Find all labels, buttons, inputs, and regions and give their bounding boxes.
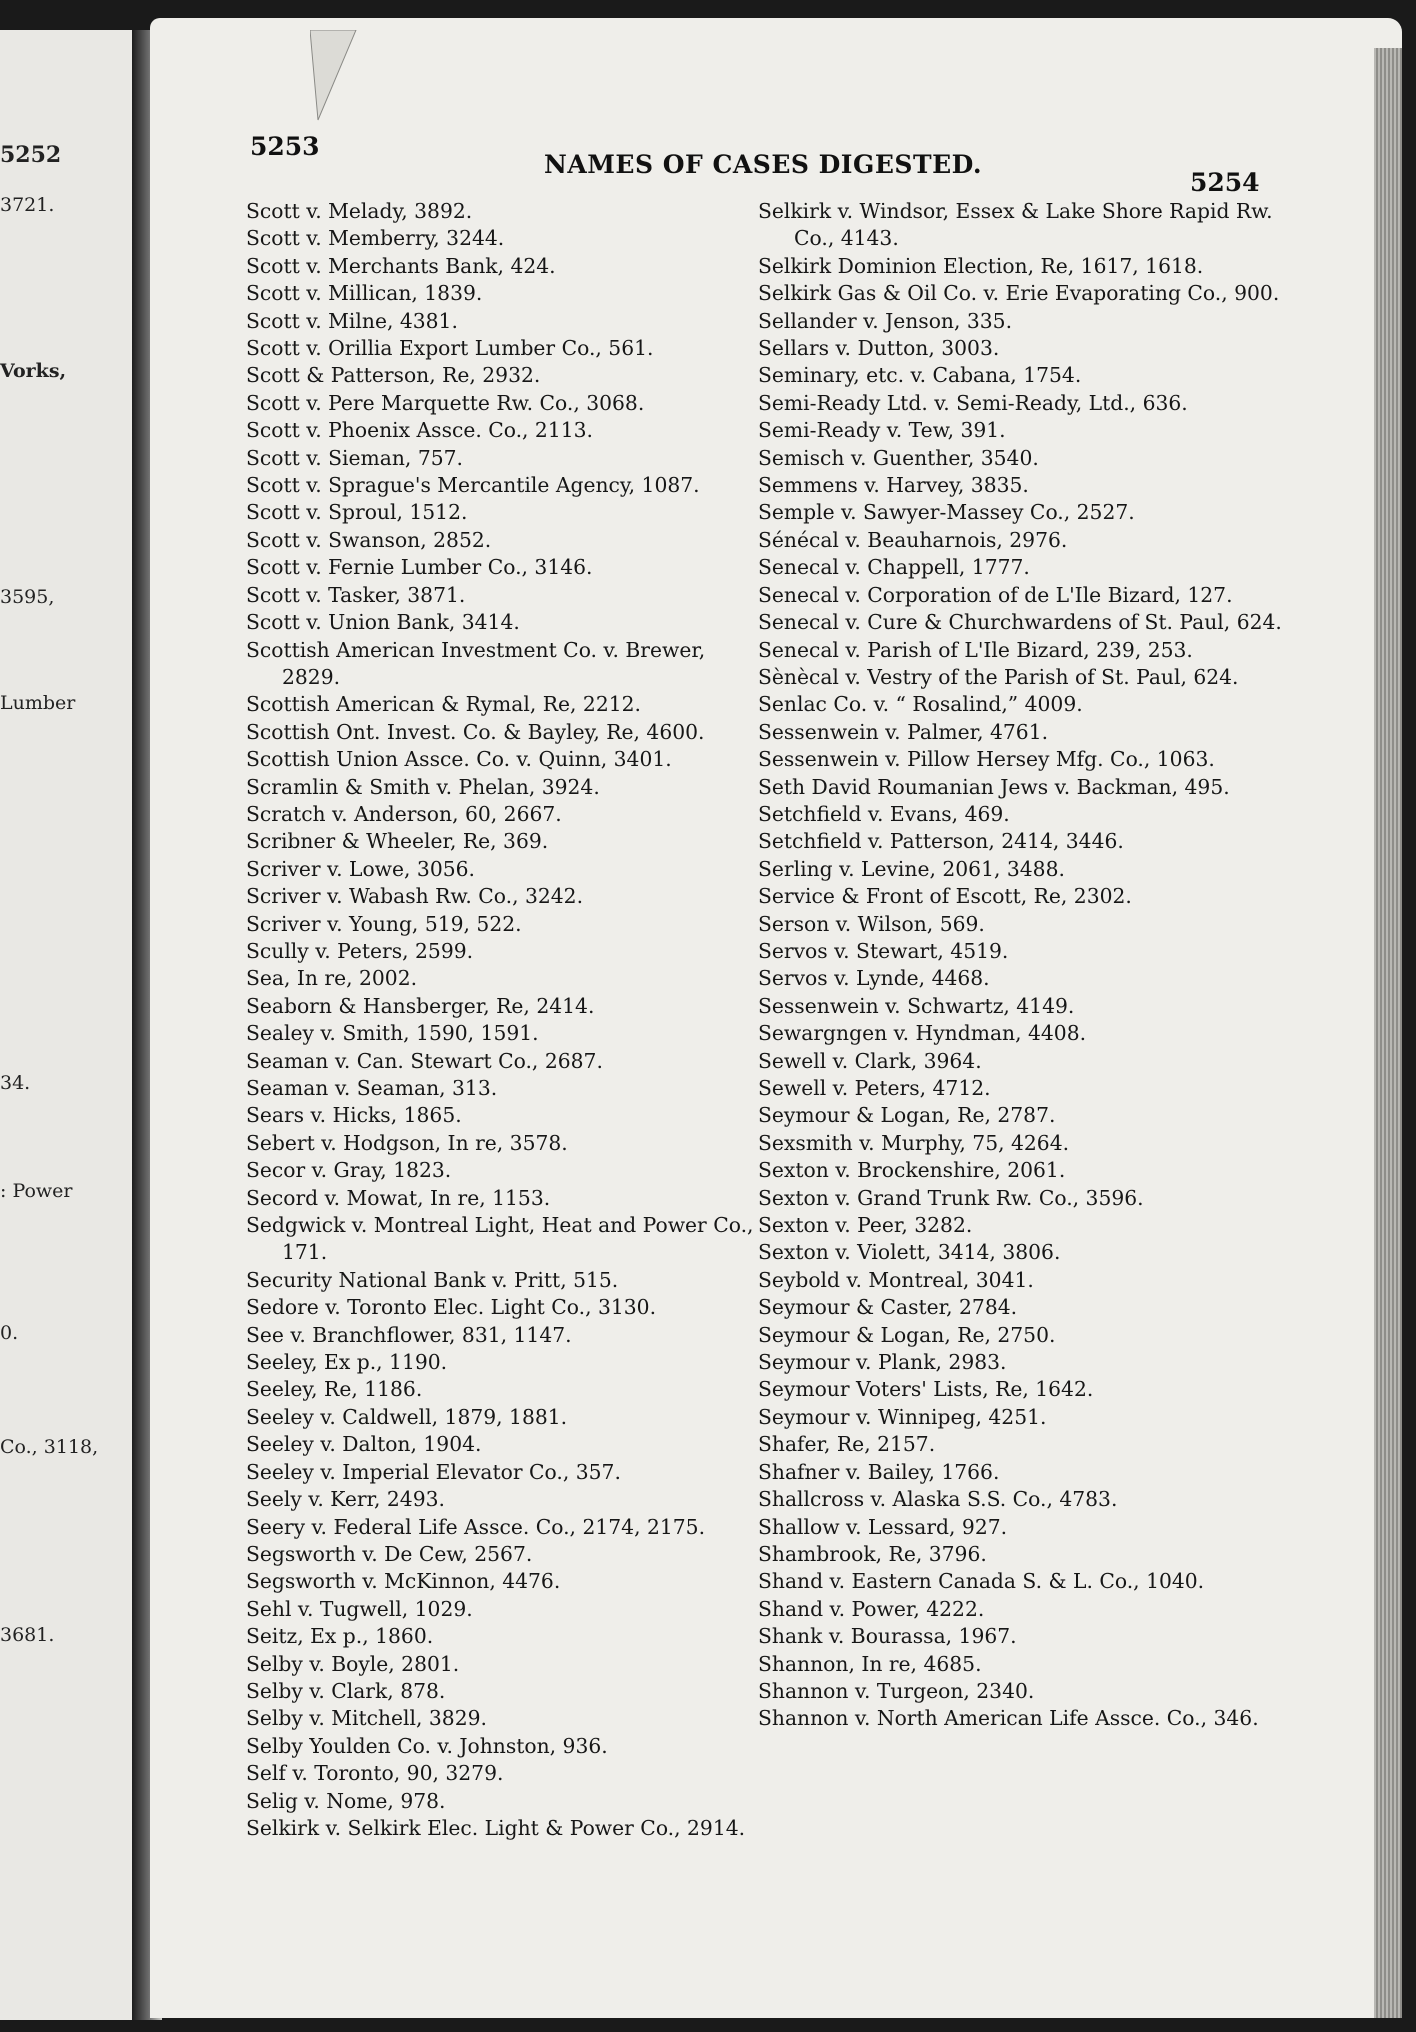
case-entry: Sènècal v. Vestry of the Parish of St. Paul, 624. bbox=[758, 664, 1239, 689]
case-entry: Scott v. Fernie Lumber Co., 3146. bbox=[246, 555, 593, 580]
case-entry: Selkirk Gas & Oil Co. v. Erie Evaporating Co., 900. bbox=[758, 281, 1280, 306]
case-entry: Shank v. Bourassa, 1967. bbox=[758, 1624, 1017, 1649]
left-page bbox=[0, 30, 132, 2020]
case-entry: Seely v. Kerr, 2493. bbox=[246, 1487, 445, 1512]
case-entry: Sewell v. Peters, 4712. bbox=[758, 1076, 991, 1100]
case-entry: Servos v. Stewart, 4519. bbox=[758, 938, 1009, 963]
left-page-fragment: Lumber bbox=[0, 692, 76, 714]
case-entry: Scott v. Merchants Bank, 424. bbox=[246, 253, 556, 278]
case-entry: Shafner v. Bailey, 1766. bbox=[758, 1459, 1000, 1484]
case-entry: Servos v. Lynde, 4468. bbox=[758, 966, 990, 991]
case-entry: Shannon v. Turgeon, 2340. bbox=[758, 1678, 1035, 1703]
left-page-fragment: Co., 3118, bbox=[0, 1436, 99, 1458]
left-page-fragment: : Power bbox=[0, 1180, 73, 1202]
case-entry: Scramlin & Smith v. Phelan, 3924. bbox=[246, 774, 600, 799]
case-entry: Senecal v. Parish of L'Ile Bizard, 239, 253. bbox=[758, 637, 1193, 662]
case-entry: Scott v. Melady, 3892. bbox=[246, 199, 473, 223]
case-entry: Sewell v. Clark, 3964. bbox=[758, 1048, 982, 1073]
case-entry: Scottish American & Rymal, Re, 2212. bbox=[246, 692, 641, 717]
case-entry: Selby v. Clark, 878. bbox=[246, 1678, 446, 1703]
case-entry: Scottish Union Assce. Co. v. Quinn, 3401. bbox=[246, 747, 672, 772]
case-entry: Seeley v. Imperial Elevator Co., 357. bbox=[246, 1459, 621, 1484]
case-entry: Scott v. Sieman, 757. bbox=[246, 445, 463, 470]
case-entry: Sessenwein v. Schwartz, 4149. bbox=[758, 993, 1075, 1018]
case-entry: Scriver v. Young, 519, 522. bbox=[246, 911, 522, 936]
case-entry: Sellars v. Dutton, 3003. bbox=[758, 336, 1000, 361]
case-entry: Seymour Voters' Lists, Re, 1642. bbox=[758, 1377, 1094, 1402]
case-entry: Seminary, etc. v. Cabana, 1754. bbox=[758, 363, 1082, 388]
case-entry: Scott v. Union Bank, 3414. bbox=[246, 610, 520, 635]
case-entry: Scully v. Peters, 2599. bbox=[246, 938, 474, 963]
case-entry: Seeley v. Dalton, 1904. bbox=[246, 1432, 482, 1457]
case-entry: Sexsmith v. Murphy, 75, 4264. bbox=[758, 1130, 1070, 1155]
case-entry: Scribner & Wheeler, Re, 369. bbox=[246, 829, 549, 854]
case-entry: Sea, In re, 2002. bbox=[246, 966, 418, 991]
left-page-fragment: 34. bbox=[0, 1072, 31, 1094]
case-entry: Scott v. Sproul, 1512. bbox=[246, 500, 468, 525]
case-entry: Shambrook, Re, 3796. bbox=[758, 1541, 987, 1566]
left-page-fragment: 3681. bbox=[0, 1624, 55, 1646]
left-page-fragment: 3721. bbox=[0, 194, 55, 216]
case-entry: Scott v. Phoenix Assce. Co., 2113. bbox=[246, 418, 593, 443]
case-entry: Scott v. Millican, 1839. bbox=[246, 281, 483, 306]
case-entry: Secor v. Gray, 1823. bbox=[246, 1158, 452, 1183]
case-column-left bbox=[246, 198, 766, 1842]
case-entry: Scott v. Tasker, 3871. bbox=[246, 582, 466, 607]
case-entry: Senecal v. Chappell, 1777. bbox=[758, 555, 1030, 580]
case-entry: Selkirk Dominion Election, Re, 1617, 1618. bbox=[758, 253, 1204, 278]
case-entry: Seybold v. Montreal, 3041. bbox=[758, 1267, 1034, 1292]
case-entry: Seymour v. Winnipeg, 4251. bbox=[758, 1404, 1047, 1429]
case-entry: Scott v. Pere Marquette Rw. Co., 3068. bbox=[246, 390, 645, 415]
case-entry: Sexton v. Grand Trunk Rw. Co., 3596. bbox=[758, 1185, 1144, 1210]
case-entry: Selig v. Nome, 978. bbox=[246, 1788, 446, 1813]
case-entry: Shafer, Re, 2157. bbox=[758, 1432, 936, 1457]
page-number-right: 5254 bbox=[1190, 168, 1260, 197]
case-entry: Selby Youlden Co. v. Johnston, 936. bbox=[246, 1733, 608, 1758]
case-entry: Scottish Ont. Invest. Co. & Bayley, Re, 4600. bbox=[246, 719, 705, 744]
case-entry: Seeley, Re, 1186. bbox=[246, 1377, 423, 1402]
case-entry: Seeley, Ex p., 1190. bbox=[246, 1350, 448, 1375]
left-page-fragment: Vorks, bbox=[0, 360, 67, 382]
case-entry: Selkirk v. Selkirk Elec. Light & Power Co., 2914. bbox=[246, 1815, 746, 1840]
case-entry: Shannon v. North American Life Assce. Co., 346. bbox=[758, 1706, 1259, 1731]
left-page-fragment: 3595, bbox=[0, 586, 55, 608]
case-entry: Seitz, Ex p., 1860. bbox=[246, 1624, 434, 1649]
case-entry: Seymour & Logan, Re, 2750. bbox=[758, 1322, 1056, 1347]
case-entry: Scott v. Swanson, 2852. bbox=[246, 527, 492, 552]
case-entry: Serling v. Levine, 2061, 3488. bbox=[758, 856, 1065, 881]
case-entry: Scriver v. Lowe, 3056. bbox=[246, 856, 475, 881]
case-entry: Scott v. Orillia Export Lumber Co., 561. bbox=[246, 336, 654, 361]
right-page bbox=[150, 18, 1402, 2018]
case-entry: Setchfield v. Patterson, 2414, 3446. bbox=[758, 829, 1124, 854]
case-entry: Selby v. Mitchell, 3829. bbox=[246, 1706, 487, 1731]
case-entry: Scriver v. Wabash Rw. Co., 3242. bbox=[246, 884, 584, 909]
case-entry: Scratch v. Anderson, 60, 2667. bbox=[246, 801, 562, 826]
torn-corner bbox=[310, 30, 370, 130]
case-entry: Shand v. Eastern Canada S. & L. Co., 1040. bbox=[758, 1569, 1205, 1594]
case-entry: Shannon, In re, 4685. bbox=[758, 1651, 982, 1676]
case-entry: Serson v. Wilson, 569. bbox=[758, 911, 985, 936]
case-entry: Sexton v. Brockenshire, 2061. bbox=[758, 1158, 1066, 1183]
case-entry: Sessenwein v. Palmer, 4761. bbox=[758, 719, 1049, 744]
case-entry: Service & Front of Escott, Re, 2302. bbox=[758, 884, 1132, 909]
case-entry: Security National Bank v. Pritt, 515. bbox=[246, 1267, 619, 1292]
case-entry: Secord v. Mowat, In re, 1153. bbox=[246, 1185, 551, 1210]
case-entry: Sedore v. Toronto Elec. Light Co., 3130. bbox=[246, 1295, 657, 1320]
case-entry: Scott & Patterson, Re, 2932. bbox=[246, 363, 541, 388]
case-entry: Sessenwein v. Pillow Hersey Mfg. Co., 1063. bbox=[758, 747, 1215, 772]
case-entry: Sears v. Hicks, 1865. bbox=[246, 1103, 462, 1128]
page-number-left: 5253 bbox=[250, 132, 320, 161]
case-entry: Sehl v. Tugwell, 1029. bbox=[246, 1596, 473, 1621]
case-entry: Senlac Co. v. “ Rosalind,” 4009. bbox=[758, 692, 1083, 717]
case-entry: Shallow v. Lessard, 927. bbox=[758, 1514, 1008, 1539]
case-entry: Semmens v. Harvey, 3835. bbox=[758, 473, 1029, 498]
case-entry: Seymour & Caster, 2784. bbox=[758, 1295, 1018, 1320]
case-entry: Sellander v. Jenson, 335. bbox=[758, 308, 1013, 333]
case-entry: Seymour v. Plank, 2983. bbox=[758, 1350, 1007, 1375]
case-entry: Semisch v. Guenther, 3540. bbox=[758, 445, 1039, 470]
case-entry: Segsworth v. McKinnon, 4476. bbox=[246, 1569, 561, 1594]
case-entry: Sebert v. Hodgson, In re, 3578. bbox=[246, 1130, 568, 1155]
case-entry: Setchfield v. Evans, 469. bbox=[758, 801, 1010, 826]
case-entry: Senecal v. Cure & Churchwardens of St. Paul, 624. bbox=[758, 610, 1282, 635]
left-page-fragment: 0. bbox=[0, 1322, 19, 1344]
case-entry: Selby v. Boyle, 2801. bbox=[246, 1651, 460, 1676]
case-entry: Seaman v. Can. Stewart Co., 2687. bbox=[246, 1048, 603, 1073]
case-entry: Scott v. Milne, 4381. bbox=[246, 308, 458, 333]
case-entry: Sedgwick v. Montreal Light, Heat and Power Co., 171. bbox=[246, 1213, 754, 1265]
case-entry: Sealey v. Smith, 1590, 1591. bbox=[246, 1021, 539, 1046]
case-entry: Seaborn & Hansberger, Re, 2414. bbox=[246, 993, 595, 1018]
case-entry: Selkirk v. Windsor, Essex & Lake Shore Rapid Rw. Co., 4143. bbox=[758, 199, 1273, 251]
page-edges bbox=[1374, 48, 1402, 2018]
page-title: NAMES OF CASES DIGESTED. bbox=[544, 150, 983, 179]
case-entry: Seery v. Federal Life Assce. Co., 2174, 2175. bbox=[246, 1514, 706, 1539]
case-entry: Shand v. Power, 4222. bbox=[758, 1596, 985, 1621]
case-entry: Sénécal v. Beauharnois, 2976. bbox=[758, 527, 1068, 552]
case-entry: Seth David Roumanian Jews v. Backman, 495. bbox=[758, 774, 1230, 799]
case-entry: Seymour & Logan, Re, 2787. bbox=[758, 1103, 1056, 1128]
case-entry: Shallcross v. Alaska S.S. Co., 4783. bbox=[758, 1487, 1118, 1512]
case-entry: Sewargngen v. Hyndman, 4408. bbox=[758, 1021, 1087, 1046]
case-entry: Sexton v. Violett, 3414, 3806. bbox=[758, 1240, 1061, 1265]
case-entry: Seaman v. Seaman, 313. bbox=[246, 1076, 498, 1100]
left-page-number: 5252 bbox=[0, 142, 62, 168]
case-entry: Semple v. Sawyer-Massey Co., 2527. bbox=[758, 500, 1135, 525]
case-entry: Sexton v. Peer, 3282. bbox=[758, 1213, 973, 1238]
case-entry: Seeley v. Caldwell, 1879, 1881. bbox=[246, 1404, 568, 1429]
case-column-right bbox=[758, 198, 1298, 1733]
case-entry: Semi-Ready v. Tew, 391. bbox=[758, 418, 1006, 443]
case-entry: Semi-Ready Ltd. v. Semi-Ready, Ltd., 636. bbox=[758, 390, 1188, 415]
case-entry: Segsworth v. De Cew, 2567. bbox=[246, 1541, 533, 1566]
case-entry: Scott v. Memberry, 3244. bbox=[246, 226, 505, 251]
case-entry: See v. Branchflower, 831, 1147. bbox=[246, 1322, 572, 1347]
case-entry: Senecal v. Corporation of de L'Ile Bizard, 127. bbox=[758, 582, 1233, 607]
case-entry: Scott v. Sprague's Mercantile Agency, 1087. bbox=[246, 473, 700, 498]
case-entry: Scottish American Investment Co. v. Brewer, 2829. bbox=[246, 637, 706, 689]
case-entry: Self v. Toronto, 90, 3279. bbox=[246, 1761, 504, 1786]
